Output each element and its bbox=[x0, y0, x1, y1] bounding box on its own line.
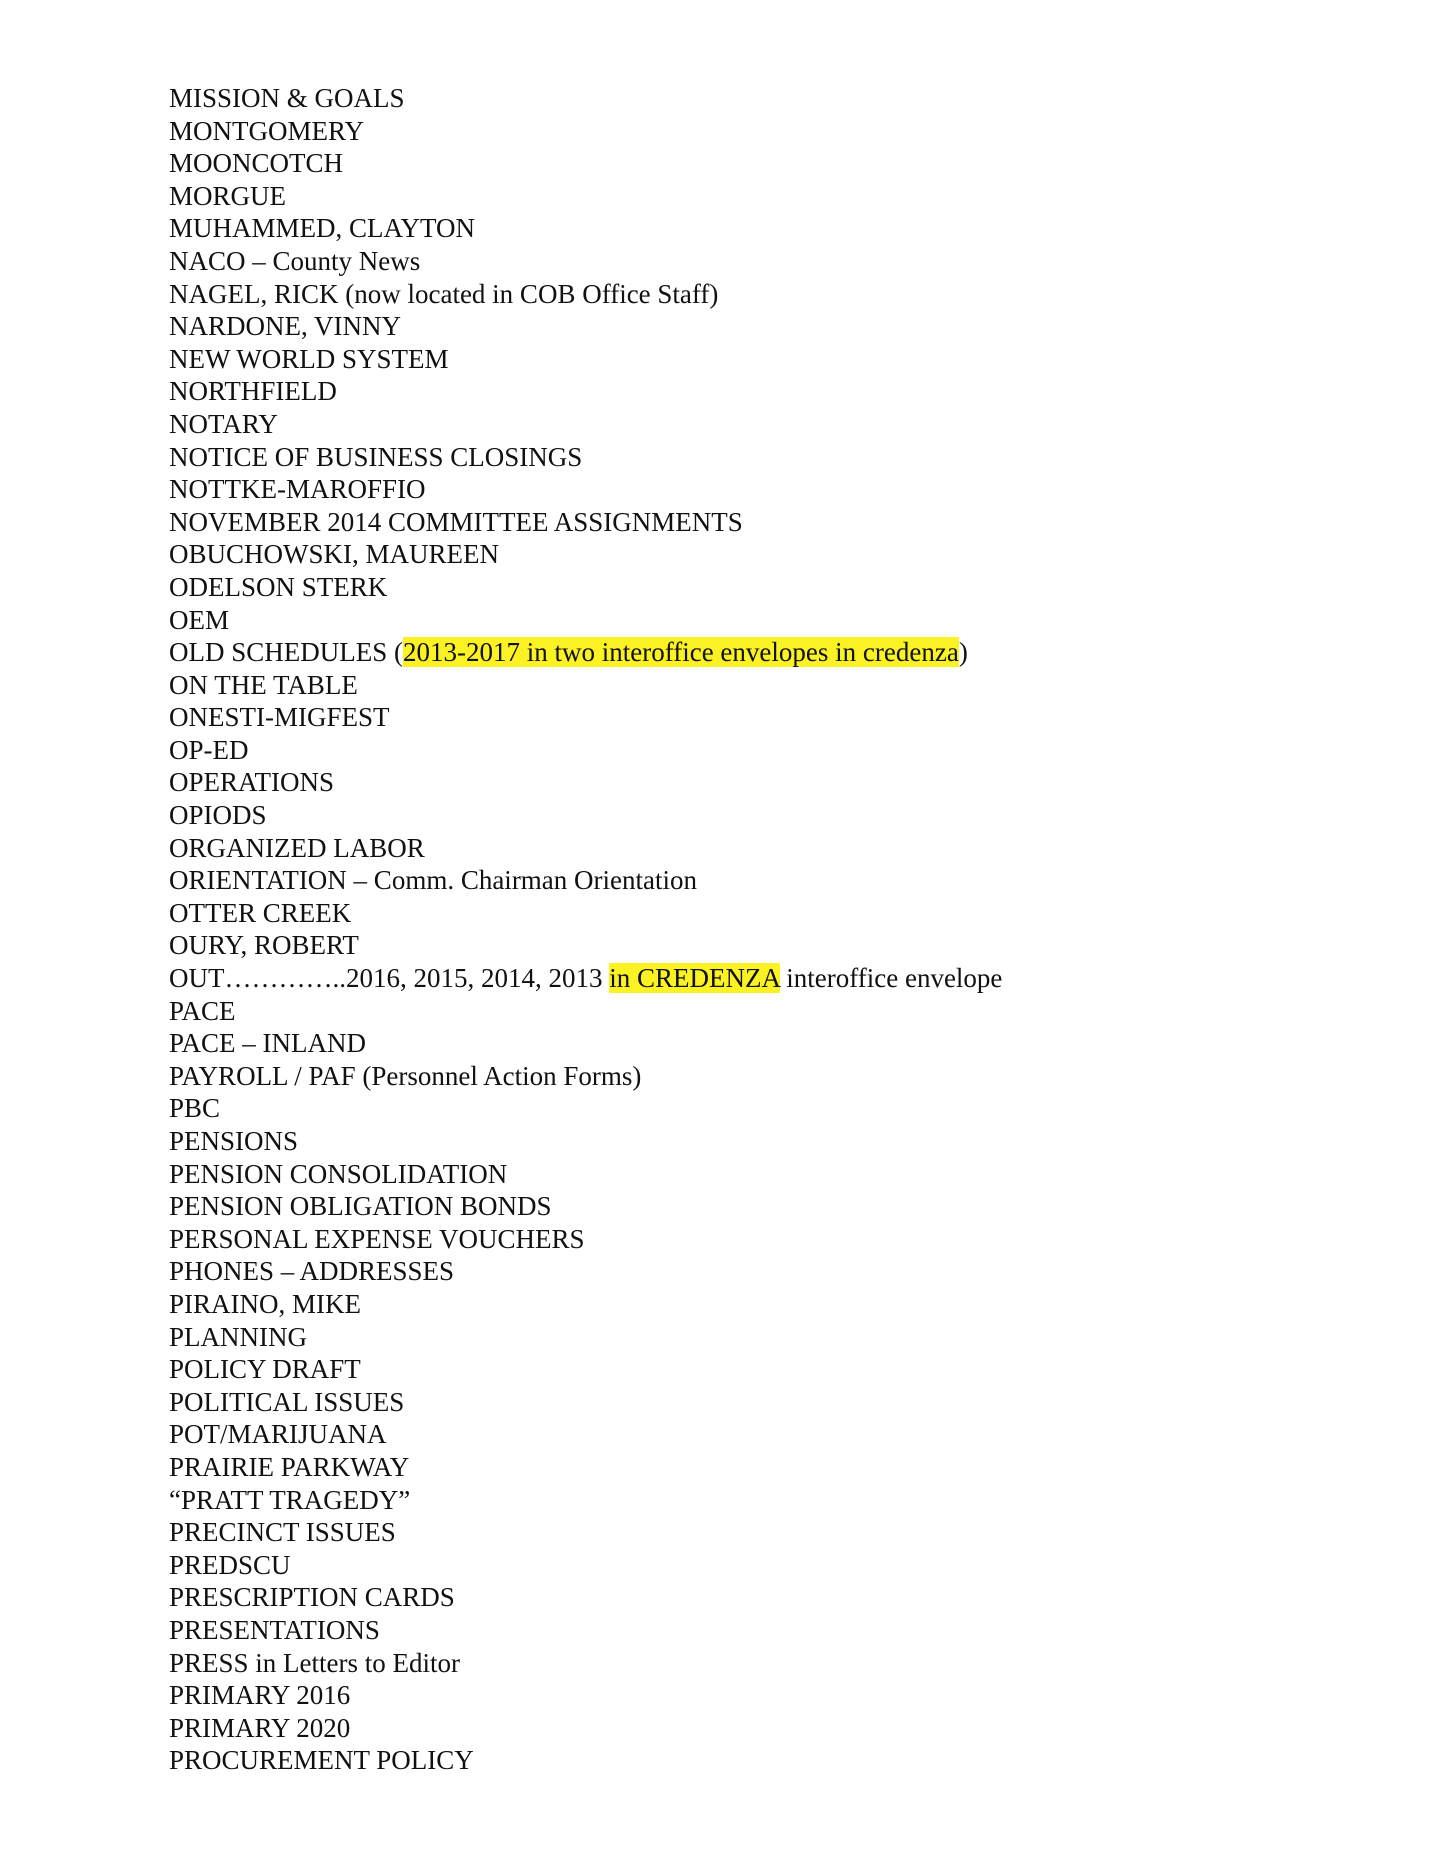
entry-text: OTTER CREEK bbox=[169, 897, 352, 928]
entry-text: NOTARY bbox=[169, 408, 278, 439]
list-item bbox=[169, 1158, 1002, 1191]
entry-text: OP-ED bbox=[169, 734, 249, 765]
entry-text: PACE – INLAND bbox=[169, 1028, 367, 1059]
list-item bbox=[169, 604, 1002, 637]
entry-text: ORIENTATION – Comm. Chairman Orientation bbox=[169, 865, 698, 896]
list-item bbox=[169, 962, 1002, 995]
entry-text: ON THE TABLE bbox=[169, 669, 358, 700]
entry-text: POLITICAL ISSUES bbox=[169, 1386, 405, 1417]
list-item bbox=[169, 310, 1002, 343]
list-item bbox=[169, 1092, 1002, 1125]
entry-text: PREDSCU bbox=[169, 1549, 291, 1580]
entry-text: OPERATIONS bbox=[169, 767, 335, 798]
entry-text: NOVEMBER 2014 COMMITTEE ASSIGNMENTS bbox=[169, 506, 743, 537]
entry-text: PACE bbox=[169, 995, 236, 1026]
entry-text: PERSONAL EXPENSE VOUCHERS bbox=[169, 1223, 585, 1254]
list-item bbox=[169, 1288, 1002, 1321]
entry-text: MISSION & GOALS bbox=[169, 83, 405, 113]
entry-text: OURY, ROBERT bbox=[169, 930, 359, 961]
entry-text: OPIODS bbox=[169, 800, 267, 831]
list-item bbox=[169, 441, 1002, 474]
list-item bbox=[169, 1060, 1002, 1093]
list-item bbox=[169, 1190, 1002, 1223]
entry-text: MOONCOTCH bbox=[169, 148, 344, 179]
list-item bbox=[169, 1712, 1002, 1745]
entry-text: PAYROLL / PAF (Personnel Action Forms) bbox=[169, 1060, 642, 1091]
entry-text: OEM bbox=[169, 604, 229, 635]
entry-text: PENSIONS bbox=[169, 1126, 299, 1156]
list-item bbox=[169, 278, 1002, 311]
entry-text: MUHAMMED, CLAYTON bbox=[169, 213, 476, 244]
list-item bbox=[169, 571, 1002, 604]
entry-text: PBC bbox=[169, 1093, 221, 1124]
list-item bbox=[169, 506, 1002, 539]
entry-text: NACO – County News bbox=[169, 245, 421, 276]
list-item bbox=[169, 995, 1002, 1028]
entry-text: NOTICE OF BUSINESS CLOSINGS bbox=[169, 441, 583, 472]
list-item bbox=[169, 473, 1002, 506]
entry-text: “PRATT TRAGEDY” bbox=[169, 1484, 411, 1515]
entry-text: PLANNING bbox=[169, 1321, 307, 1352]
highlighted-text: 2013-2017 in two interoffice envelopes in credenza bbox=[403, 637, 959, 668]
list-item bbox=[169, 766, 1002, 799]
list-item bbox=[169, 1679, 1002, 1712]
list-item bbox=[169, 636, 1002, 669]
list-item bbox=[169, 147, 1002, 180]
list-item bbox=[169, 180, 1002, 213]
list-item bbox=[169, 538, 1002, 571]
list-item bbox=[169, 1255, 1002, 1288]
entry-text: MORGUE bbox=[169, 180, 287, 211]
entry-text: PENSION CONSOLIDATION bbox=[169, 1158, 508, 1189]
entry-text: NOTTKE-MAROFFIO bbox=[169, 474, 426, 505]
entry-text: ORGANIZED LABOR bbox=[169, 832, 425, 863]
highlighted-text: in CREDENZA bbox=[609, 963, 780, 994]
entry-text: PRESENTATIONS bbox=[169, 1614, 380, 1645]
list-item bbox=[169, 245, 1002, 278]
entry-text: MONTGOMERY bbox=[169, 115, 365, 146]
list-item bbox=[169, 82, 1002, 115]
file-index-list bbox=[169, 82, 1002, 1777]
list-item bbox=[169, 832, 1002, 865]
entry-text: PHONES – ADDRESSES bbox=[169, 1256, 455, 1287]
list-item bbox=[169, 897, 1002, 930]
list-item bbox=[169, 929, 1002, 962]
list-item bbox=[169, 1223, 1002, 1256]
list-item bbox=[169, 375, 1002, 408]
list-item bbox=[169, 1581, 1002, 1614]
entry-text: PRESCRIPTION CARDS bbox=[169, 1582, 455, 1613]
list-item bbox=[169, 864, 1002, 897]
entry-text-segment: interoffice envelope bbox=[779, 963, 1003, 994]
entry-text: PRAIRIE PARKWAY bbox=[169, 1451, 410, 1482]
entry-text: PRESS in Letters to Editor bbox=[169, 1647, 461, 1678]
entry-text: NEW WORLD SYSTEM bbox=[169, 343, 449, 374]
list-item bbox=[169, 669, 1002, 702]
entry-text: ONESTI-MIGFEST bbox=[169, 702, 390, 733]
entry-text: OBUCHOWSKI, MAUREEN bbox=[169, 539, 499, 570]
entry-text: NARDONE, VINNY bbox=[169, 311, 401, 342]
list-item bbox=[169, 212, 1002, 245]
list-item bbox=[169, 1744, 1002, 1777]
entry-text-segment: ) bbox=[958, 637, 968, 668]
list-item bbox=[169, 1614, 1002, 1647]
list-item bbox=[169, 1027, 1002, 1060]
list-item bbox=[169, 115, 1002, 148]
list-item bbox=[169, 1353, 1002, 1386]
list-item bbox=[169, 1484, 1002, 1517]
list-item bbox=[169, 1451, 1002, 1484]
list-item bbox=[169, 799, 1002, 832]
list-item bbox=[169, 343, 1002, 376]
list-item bbox=[169, 1418, 1002, 1451]
list-item bbox=[169, 408, 1002, 441]
entry-text: POT/MARIJUANA bbox=[169, 1419, 387, 1450]
entry-text: PIRAINO, MIKE bbox=[169, 1288, 361, 1319]
list-item bbox=[169, 1516, 1002, 1549]
entry-text-segment: OUT…………..2016, 2015, 2014, 2013 bbox=[169, 963, 610, 994]
list-item bbox=[169, 1549, 1002, 1582]
entry-text: ODELSON STERK bbox=[169, 571, 388, 602]
entry-text-segment: OLD SCHEDULES ( bbox=[169, 637, 403, 668]
list-item bbox=[169, 734, 1002, 767]
list-item bbox=[169, 1386, 1002, 1419]
entry-text: NAGEL, RICK (now located in COB Office Staff) bbox=[169, 278, 719, 309]
entry-text: PRIMARY 2016 bbox=[169, 1680, 351, 1711]
list-item bbox=[169, 1647, 1002, 1680]
entry-text: PENSION OBLIGATION BONDS bbox=[169, 1191, 552, 1222]
entry-text: POLICY DRAFT bbox=[169, 1354, 361, 1385]
list-item bbox=[169, 1125, 1002, 1158]
entry-text: PRECINCT ISSUES bbox=[169, 1517, 396, 1548]
entry-text: NORTHFIELD bbox=[169, 376, 337, 407]
list-item bbox=[169, 701, 1002, 734]
entry-text: PROCUREMENT POLICY bbox=[169, 1745, 474, 1776]
list-item bbox=[169, 1321, 1002, 1354]
entry-text: PRIMARY 2020 bbox=[169, 1712, 351, 1743]
